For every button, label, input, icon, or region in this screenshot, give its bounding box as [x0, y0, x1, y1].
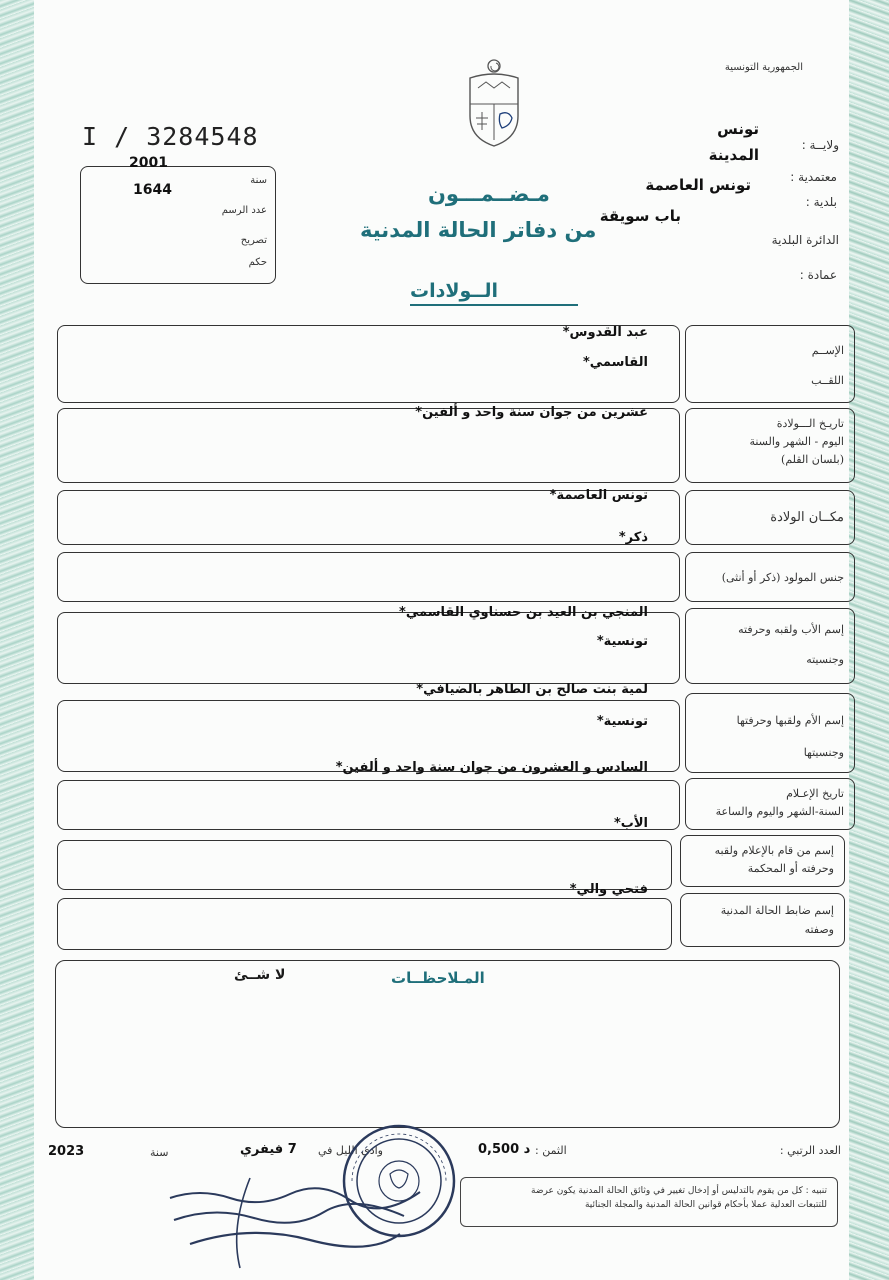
mother-label: إسم الأم ولقبها وحرفتها: [736, 714, 844, 727]
name-label-box: [685, 325, 855, 403]
serial-order-label: العدد الرتبي :: [779, 1144, 841, 1157]
governorate-label: ولايــة :: [801, 138, 839, 152]
record-number-value: 1644: [133, 182, 172, 198]
declaration-label: تصريح: [240, 235, 267, 246]
sex-value: ذكر*: [618, 530, 648, 545]
declaration-date-value-box: [57, 780, 680, 830]
delegation-value: المدينة: [708, 146, 759, 164]
remarks-box: [55, 960, 840, 1128]
declarant-label-box: [680, 835, 845, 887]
record-number-label: عدد الرسم: [221, 205, 267, 216]
father-sublabel: وجنسيته: [806, 653, 844, 666]
registrar-sublabel: وصفته: [804, 923, 834, 936]
legal-notice: [460, 1177, 838, 1227]
legal-notice-line1: تنبيه : كل من يقوم بالتدليس أو إدخال تغيير في وثائق الحالة المدنية يكون عرضة: [531, 1186, 827, 1196]
section-title-underline: [410, 304, 578, 306]
mother-label-box: [685, 693, 855, 773]
issue-day-month: 7 فيفري: [240, 1142, 297, 1157]
district-value: باب سويقة: [599, 207, 681, 225]
birth-date-note: (بلسان القلم): [781, 453, 844, 466]
governorate-value: تونس: [717, 120, 759, 138]
registrar-value: فتحي والي*: [569, 882, 648, 897]
declaration-date-label: تاريخ الإعـلام: [786, 787, 844, 800]
district-label: الدائرة البلدية: [771, 233, 839, 247]
father-label-box: [685, 608, 855, 684]
birth-date-sublabel: اليوم - الشهر والسنة: [749, 435, 844, 448]
sex-value-box: [57, 552, 680, 602]
security-border-left: [0, 0, 34, 1280]
section-title-births: الــولادات: [410, 280, 499, 302]
father-value: المنجي بن العيد بن حسناوي القاسمي*: [399, 605, 648, 620]
issue-year-label: سنة: [150, 1146, 169, 1159]
registry-box: [80, 155, 276, 284]
registrar-label: إسم ضابط الحالة المدنية: [720, 904, 834, 917]
birth-date-label-box: [685, 408, 855, 483]
serial-number: I / 3284548: [82, 122, 259, 151]
coat-of-arms-icon: [464, 58, 524, 150]
delegation-label: معتمدية :: [790, 170, 837, 184]
first-name-label: الإســم: [811, 344, 844, 357]
imada-label: عمادة :: [799, 268, 837, 282]
sex-label-box: [685, 552, 855, 602]
sex-label: جنس المولود (ذكر أو أنثى): [721, 571, 844, 584]
municipality-label: بلدية :: [805, 195, 837, 209]
republic-title: الجمهورية التونسية: [724, 62, 803, 73]
issue-year-value: 2023: [48, 1144, 85, 1159]
declaration-date-label-box: [685, 778, 855, 830]
last-name-label: اللقــب: [811, 374, 844, 387]
declarant-sublabel: وحرفته أو المحكمة: [747, 862, 834, 875]
price-value: 0,500 د: [478, 1142, 531, 1157]
issue-place-label: وادي الليل في: [318, 1144, 383, 1157]
legal-notice-line2: للتتبعات العدلية عملا بأحكام قوانين الحالة المدنية والمجلة الجنائية: [584, 1200, 827, 1211]
birth-date-value: عشرين من جوان سنة واحد و ألفين*: [415, 405, 648, 420]
father-nationality-value: تونسية*: [596, 634, 648, 649]
father-label: إسم الأب ولقبه وحرفته: [738, 623, 844, 636]
price-label: الثمن :: [535, 1144, 567, 1157]
declarant-label: إسم من قام بالإعلام ولقبه: [714, 844, 834, 857]
year-value: 2001: [129, 155, 168, 171]
first-name-value: عبد القدوس*: [562, 325, 648, 340]
remarks-value: لا شــئ: [234, 967, 286, 983]
birth-place-value: تونس العاصمة*: [549, 488, 648, 503]
year-label: سنة: [250, 175, 267, 186]
security-border-right: [849, 0, 889, 1280]
remarks-label: المـلاحظــات: [391, 969, 485, 987]
father-value-box: [57, 612, 680, 684]
document-title-line1: مـضــمـــون: [428, 182, 550, 206]
mother-nationality-value: تونسية*: [596, 714, 648, 729]
declaration-date-value: السادس و العشرون من جوان سنة واحد و ألفين*: [335, 760, 648, 775]
document-title-line2: من دفاتر الحالة المدنية: [360, 218, 597, 242]
registrar-label-box: [680, 893, 845, 947]
municipality-value: تونس العاصمة: [645, 176, 751, 194]
registrar-value-box: [57, 898, 672, 950]
official-stamp-icon: [340, 1122, 458, 1240]
mother-value: لمية بنت صالح بن الطاهر بالضيافي*: [416, 682, 648, 697]
birth-place-label: مكــان الولادة: [770, 510, 844, 525]
mother-sublabel: وجنسيتها: [803, 746, 844, 759]
last-name-value: القاسمي*: [582, 355, 648, 370]
declarant-value: الأب*: [614, 816, 648, 831]
birth-place-label-box: [685, 490, 855, 545]
birth-date-label: تاريـخ الـــولادة: [776, 417, 844, 430]
judgment-label: حكم: [248, 257, 267, 268]
declaration-date-sublabel: السنة-الشهر واليوم والساعة: [715, 805, 844, 818]
